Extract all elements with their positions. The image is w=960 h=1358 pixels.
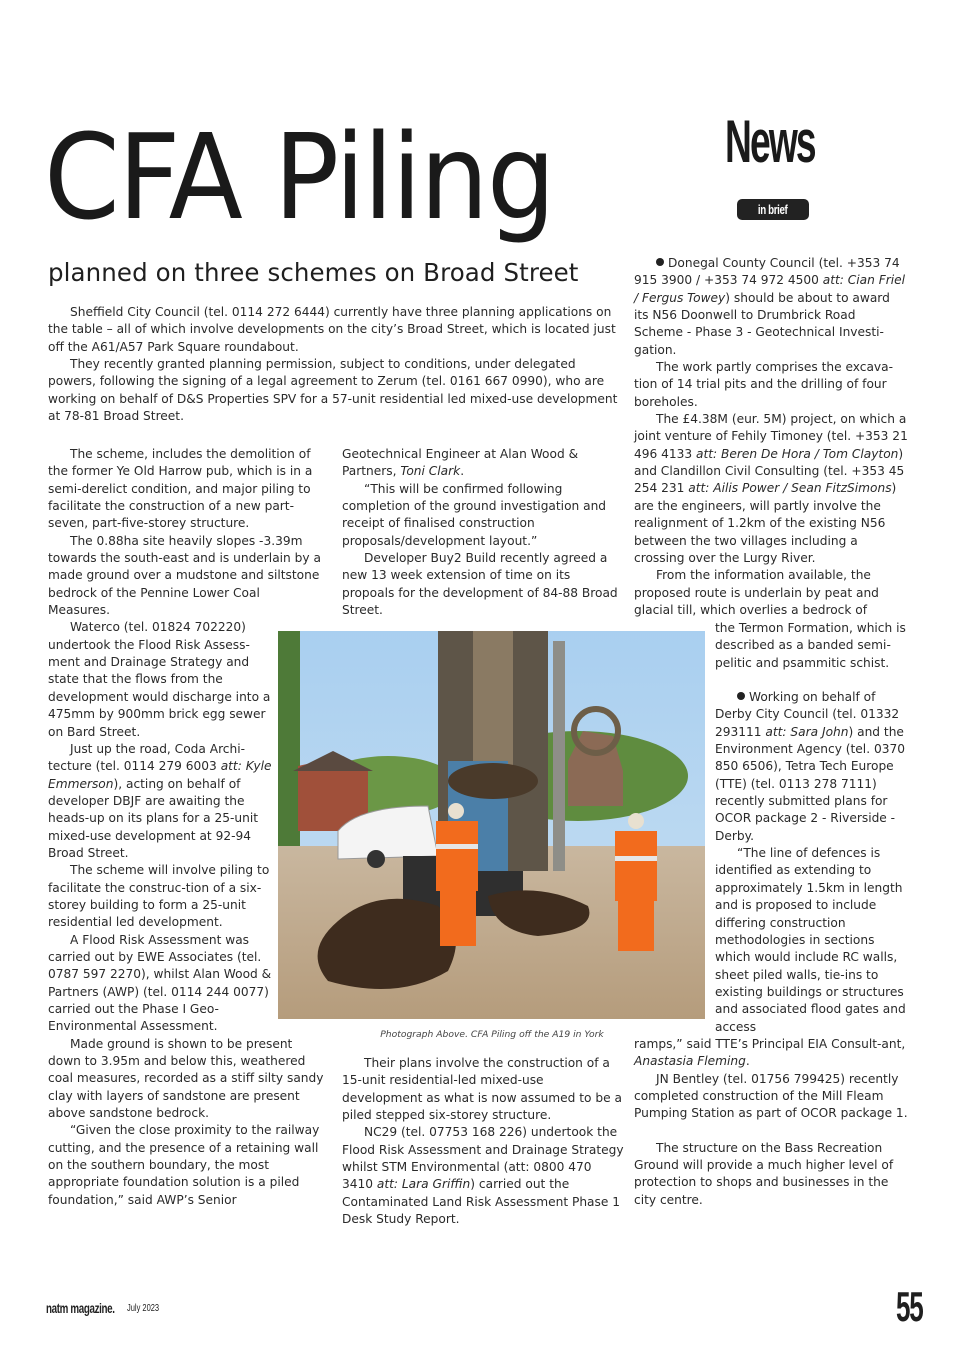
text-run: ramps,” said TTE’s Principal EIA Consult-ant, — [634, 1036, 906, 1051]
column-3-bottom — [634, 620, 908, 1209]
contact-name: att: Cian Friel / Fergus Towey — [634, 273, 906, 305]
paragraph — [634, 1036, 908, 1071]
paragraph — [715, 689, 908, 845]
paragraph — [634, 255, 908, 359]
paragraph: The work partly comprises the excava-tion of 14 trial pits and the drilling of four boreholes. — [634, 360, 894, 409]
text-run: Donegal County Council (tel. +353 74 915 3900 / +353 74 972 4500 — [634, 256, 900, 288]
text-run: ) carried out the Contaminated Land Risk Assessment Phase 1 Desk Study Report. — [342, 1177, 621, 1227]
paragraph: Waterco (tel. 01824 702220) undertook the Flood Risk Assess-ment and Drainage Strategy and state that the flows from the development would discharge into a 475mm by 900mm brick egg sewer on Bard Street. — [48, 620, 271, 739]
intro-paragraph: Sheffield City Council (tel. 0114 272 6444) currently have three planning applications on the table – all of which involve developments on the city’s Broad Street, which is located just off the A61/A57 Park Square roundabout. — [48, 305, 616, 354]
magazine-brand: natm magazine. — [46, 1300, 115, 1316]
text-run: . — [460, 464, 465, 479]
contact-name: att: Lara Griffin — [376, 1177, 471, 1192]
paragraph: “This will be confirmed following completion of the ground investigation and receipt of finalised construction proposals/development layout.” — [342, 481, 607, 548]
issue-date: July 2023 — [127, 1303, 160, 1314]
paragraph: The 0.88ha site heavily slopes -3.39m towards the south-east and is underlain by a made ground over a mudstone and siltstone bedrock of the Pennine Lower Coal Measures. — [48, 533, 321, 618]
paragraph — [634, 411, 908, 567]
intro-text — [48, 304, 624, 425]
column-2-bottom — [342, 1055, 624, 1228]
contact-name: att: Sara John — [765, 724, 849, 739]
paragraph — [342, 1124, 624, 1228]
person-name: Toni Clark — [400, 464, 461, 479]
paragraph: A Flood Risk Assessment was carried out by EWE Associates (tel. 0787 597 2270), whilst Alan Wood & Partners (AWP) (tel. 0114 244 0077) carried out the Phase I Geo-Environmental Assessment. — [48, 932, 272, 1034]
column-3-top — [634, 255, 908, 619]
paragraph: The scheme will involve piling to facilitate the construc-tion of a six-storey building to form a 25-unit residential led development. — [48, 863, 270, 930]
text-run: ) and the Environment Agency (tel. 0370 850 6506), Tetra Tech Europe (TTE) (tel. 0113 278 7111) recently submitted plans for OCOR package 2 - Riverside - Derby. — [715, 724, 905, 843]
text-run: Just up the road, Coda Archi-tecture (tel. 0114 279 6003 — [48, 741, 246, 774]
photo-caption: Photograph Above. CFA Piling off the A19 in York — [380, 1029, 604, 1040]
contact-name: att: Kyle Emmerson — [48, 759, 272, 791]
text-run: . — [745, 1054, 750, 1069]
text-run: NC29 (tel. 07753 168 226) undertook the Flood Risk Assessment and Drainage Strategy whilst STM Environmental (att: 0800 470 3410 — [342, 1125, 624, 1192]
text-run: The £4.38M (eur. 5M) project, on which a joint venture of Fehily Timoney (tel. +353 21 496 4133 — [634, 412, 908, 461]
paragraph: Developer Buy2 Build recently agreed a new 13 week extension of time on its propoals for the development of 84-88 Broad Street. — [342, 551, 618, 618]
text-run: ) and Clandillon Civil Consulting (tel. +353 45 254 231 — [634, 446, 905, 496]
contact-name: att: Beren De Hora / Tom Clayton — [696, 446, 899, 461]
section-title: News — [725, 108, 815, 175]
paragraph: Made ground is shown to be present down to 3.95m and below this, weathered coal measures, recorded as a stiff silty sandy clay with layers of sandstone are present above sandstone bedrock. — [48, 1036, 324, 1121]
paragraph: JN Bentley (tel. 01756 799425) recently completed construction of the Mill Fleam Pumping Station as part of OCOR package 1. — [634, 1071, 908, 1121]
paragraph — [48, 741, 272, 862]
paragraph: The scheme, includes the demolition of the former Ye Old Harrow pub, which is in a semi-derelict condition, and major piling to facilitate the construction of a new part-seven, part-five-storey structure. — [48, 447, 313, 531]
page-number: 55 — [896, 1283, 923, 1330]
paragraph — [342, 446, 624, 481]
subheadline: planned on three schemes on Broad Street — [48, 258, 579, 287]
paragraph: the Termon Formation, which is described as a banded semi-pelitic and psammitic schist. — [715, 621, 906, 670]
bullet-icon — [656, 258, 664, 266]
person-name: Anastasia Fleming — [634, 1054, 746, 1069]
text-run: Working on behalf of Derby City Council (tel. 01332 293111 — [715, 690, 900, 739]
text-run: ) should be about to award its N56 Doonwell to Drumbrick Road Scheme - Phase 3 - Geotechnical Investi-gation. — [634, 290, 890, 357]
column-2-top — [342, 446, 624, 619]
paragraph: “The line of defences is identified as extending to approximately 1.5km in length and is proposed to include differing construction methodologies in sections which would include RC walls, sheet piled walls, tie-ins to existing buildings or structures and associated flood gates and access — [715, 846, 906, 1034]
section-badge — [737, 199, 809, 220]
bullet-icon — [737, 692, 745, 700]
contact-name: att: Ailis Power / Sean FitzSimons — [688, 481, 892, 496]
section-badge-label: in brief — [758, 202, 788, 217]
text-run: ) are the engineers, will partly involve the realignment of 1.2km of the existing N56 between the two villages including a crossing over the Lurgy River. — [634, 481, 897, 565]
headline: CFA Piling — [44, 108, 554, 246]
paragraph: “Given the close proximity to the railway cutting, and the presence of a retaining wall on the southern boundary, the most appropriate foundation solution is a piled foundation,” said AWP’s Senior — [48, 1123, 320, 1207]
text-run: ), acting on behalf of developer DBJF are awaiting the heads-up on its plans for a 25-unit mixed-use development at 92-94 Broad Street. — [48, 776, 258, 860]
paragraph: From the information available, the proposed route is underlain by peat and glacial till, which overlies a bedrock of — [634, 568, 879, 617]
text-run: Geotechnical Engineer at Alan Wood & Partners, — [342, 447, 579, 479]
paragraph: The structure on the Bass Recreation Ground will provide a much higher level of protection to shops and businesses in the city centre. — [634, 1140, 894, 1207]
intro-paragraph: They recently granted planning permission, subject to conditions, under delegated powers, following the signing of a legal agreement to Zerum (tel. 0161 667 0990), who are working on behalf of D&S Properties SPV for a 57-unit residential led mixed-use development at 78-81 Broad Street. — [48, 357, 618, 424]
paragraph: Their plans involve the construction of a 15-unit residential-led mixed-use development as what is now assumed to be a piled stepped six-storey structure. — [342, 1056, 622, 1123]
